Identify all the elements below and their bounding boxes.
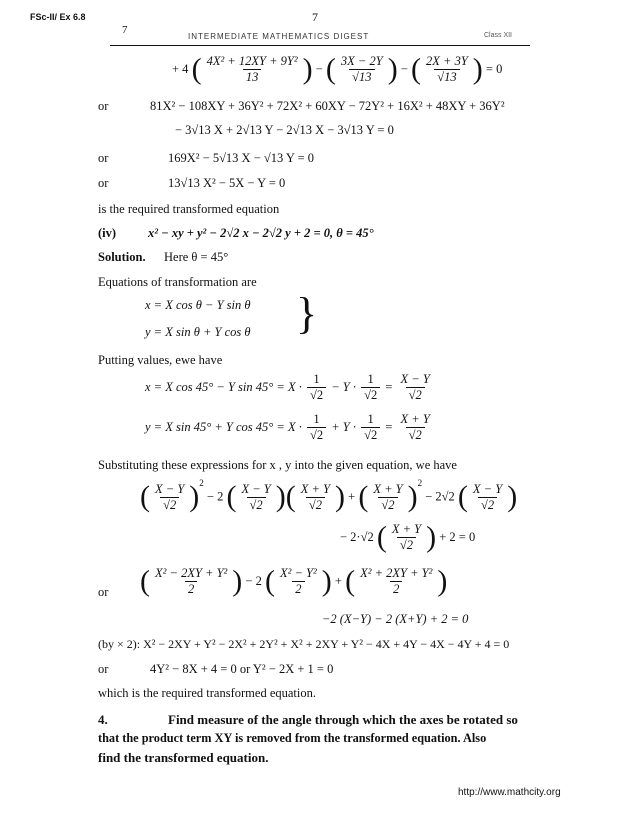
- substituting-text: Substituting these expressions for x , y into the given equation, we have: [98, 458, 457, 472]
- equation-line-5: 13√13 X² − 5X − Y = 0: [168, 176, 286, 190]
- equation-line-3: − 3√13 X + 2√13 Y − 2√13 X − 3√13 Y = 0: [175, 123, 394, 137]
- question-4-line-2: that the product term XY is removed from the transformed equation. Also: [98, 731, 487, 745]
- solution-text: Here θ = 45°: [164, 250, 229, 264]
- right-brace: }: [296, 289, 318, 338]
- equation-line-4: 169X² − 5√13 X − √13 Y = 0: [168, 151, 315, 165]
- conclusion-text: which is the required transformed equation.: [98, 686, 316, 700]
- expanded-equation-2: − 2·√2 ( $\frac{X + Y}{√2}$ ) + 2 = 0: [340, 520, 476, 554]
- transformation-heading: Equations of transformation are: [98, 275, 257, 289]
- solution-label: Solution.: [98, 250, 146, 264]
- y-substitution: y = X sin 45° + Y cos 45° = X · $\frac{1}{√2}$ + Y · $\frac{1}{√2}$ = $\frac{X + Y}{√2}$: [145, 412, 430, 442]
- part-label-iv: (iv): [98, 226, 117, 240]
- multiplied-equation: (by × 2): X² − 2XY + Y² − 2X² + 2Y² + X² + 2XY + Y² − 4X + 4Y − 4X − 4Y + 4 = 0: [98, 637, 510, 651]
- or-label: or: [98, 176, 109, 190]
- transformation-x: x = X cos θ − Y sin θ: [145, 298, 251, 312]
- statement-text: is the required transformed equation: [98, 202, 280, 216]
- or-label: or: [98, 151, 109, 165]
- footer-url: http://www.mathcity.org: [458, 787, 561, 798]
- transformation-y: y = X sin θ + Y cos θ: [145, 325, 251, 339]
- header-right: Class XII: [484, 32, 513, 39]
- problem-equation: x² − xy + y² − 2√2 x − 2√2 y + 2 = 0, θ = 45°: [148, 226, 374, 240]
- x-substitution: x = X cos 45° − Y sin 45° = X · $\frac{1}{√2}$ − Y · $\frac{1}{√2}$ = $\frac{X - Y}{√2}$: [145, 372, 430, 402]
- header-banner: INTERMEDIATE MATHEMATICS DIGEST: [188, 32, 370, 41]
- header-rule: [110, 45, 530, 46]
- question-4-line-3: find the transformed equation.: [98, 750, 269, 765]
- question-4-number: 4.: [98, 712, 108, 727]
- or-label: or: [98, 662, 109, 676]
- final-equation: 4Y² − 8X + 4 = 0 or Y² − 2X + 1 = 0: [150, 662, 334, 676]
- header-left: FSc-II/ Ex 6.8: [30, 12, 86, 22]
- simplified-equation-2: −2 (X−Y) − 2 (X+Y) + 2 = 0: [322, 612, 469, 626]
- equation-line-1: + 4 ( $\frac{\text{4X² + 12XY + 9Y²}}{13}$ ) − ( $\frac{3X - 2Y}{√13}$ ) − ( $\frac{2X + 3Y}{√13}$ ) = 0: [172, 52, 503, 86]
- or-label: or: [98, 585, 109, 599]
- page-number: 7: [312, 10, 318, 24]
- simplified-equation-1: ( $\frac{\text{X² − 2XY + Y²}}{2}$ ) − 2 ( $\frac{\text{X² − Y²}}{2}$ ) + ( $\frac{\text{X² + 2XY + Y²}}{2}$ ): [140, 564, 448, 598]
- putting-values-text: Putting values, ewe have: [98, 353, 223, 367]
- header-corner-mark: 7: [122, 24, 128, 36]
- expanded-equation-1: ( $\frac{X - Y}{√2}$ )$^2$ − 2 ( $\frac{X - Y}{√2}$ )( $\frac{X + Y}{√2}$ ) + ( $\frac{X + Y}{√2}$ )$^2$ − 2√2 ( $\frac{X - Y}{√2}$ ): [140, 478, 518, 514]
- question-4-line-1: Find measure of the angle through which the axes be rotated so: [168, 712, 518, 727]
- equation-line-2: 81X² − 108XY + 36Y² + 72X² + 60XY − 72Y² + 16X² + 48XY + 36Y²: [150, 99, 505, 113]
- or-label: or: [98, 99, 109, 113]
